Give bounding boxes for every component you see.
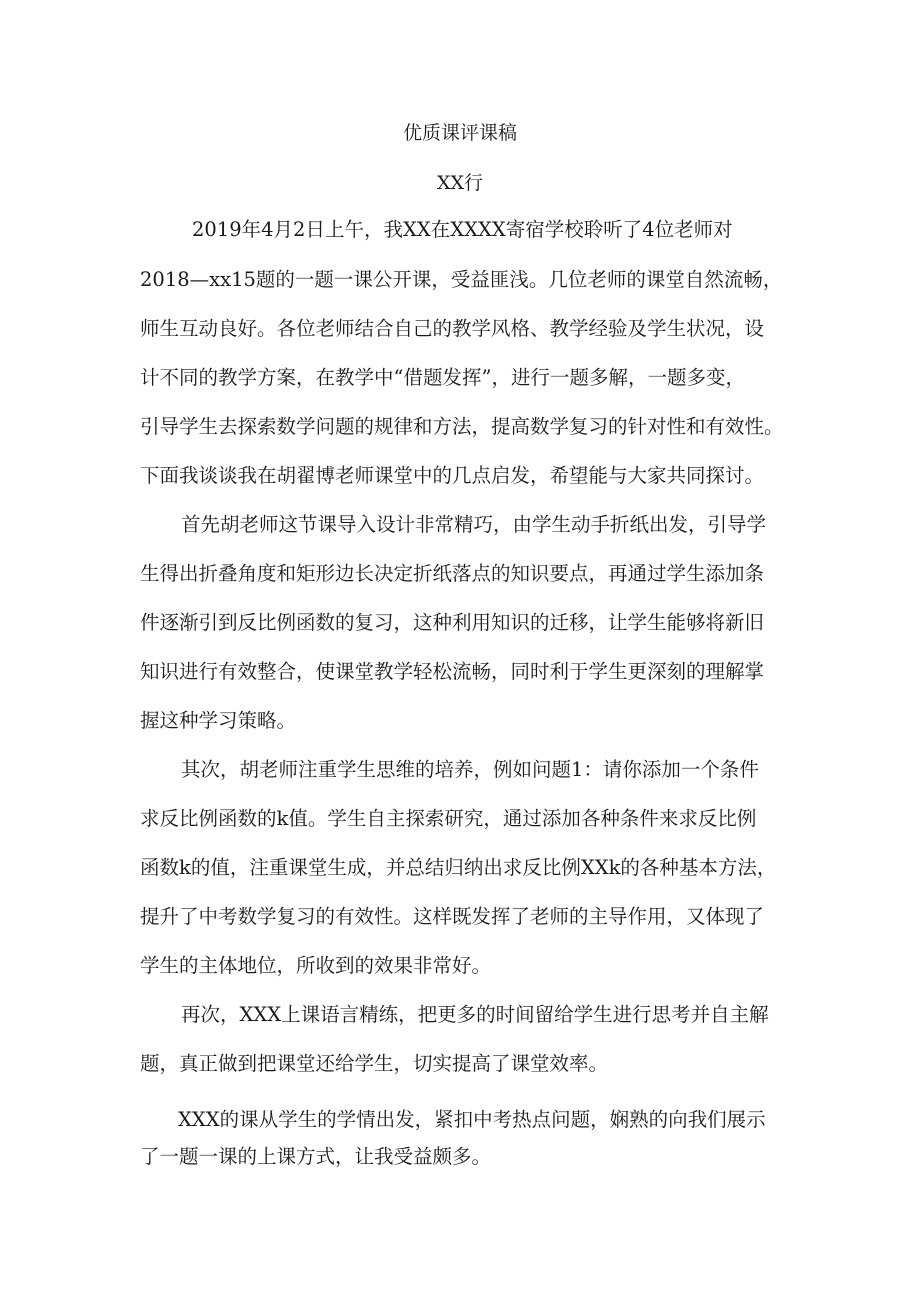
paragraph-4-line-2: 题，真正做到把课堂还给学生，切实提高了课堂效率。 <box>140 1052 609 1075</box>
paragraph-1-line-3: 师生互动良好。各位老师结合自己的教学风格、教学经验及学生状况，设 <box>140 317 765 340</box>
paragraph-2-line-5: 握这种学习策略。 <box>140 709 297 732</box>
paragraph-5-line-1: XXX的课从学生的学情出发，紧扣中考热点问题，娴熟的向我们展示 <box>178 1108 766 1131</box>
paragraph-1-line-5: 引导学生去探索数学问题的规律和方法，提高数学复习的针对性和有效性。 <box>140 415 784 438</box>
paragraph-2-line-2: 生得出折叠角度和矩形边长决定折纸落点的知识要点，再通过学生添加条 <box>140 562 765 585</box>
document-author: XX行 <box>436 172 484 194</box>
paragraph-3-line-5: 学生的主体地位，所收到的效果非常好。 <box>140 954 492 977</box>
paragraph-2-line-1: 首先胡老师这节课导入设计非常精巧，由学生动手折纸出发，引导学 <box>181 513 767 536</box>
paragraph-5-line-2: 了一题一课的上课方式，让我受益颇多。 <box>140 1145 492 1168</box>
paragraph-4-line-1: 再次，XXX上课语言精练，把更多的时间留给学生进行思考并自主解 <box>181 1003 769 1026</box>
paragraph-3-line-3: 函数k的值，注重课堂生成，并总结归纳出求反比例XXk的各种基本方法， <box>140 856 777 879</box>
paragraph-1-line-1: 2019年4月2日上午，我XX在XXXX寄宿学校聆听了4位老师对 <box>192 218 733 241</box>
paragraph-1-line-4: 计不同的教学方案，在教学中“借题发挥”，进行一题多解，一题多变， <box>140 366 745 389</box>
document-title: 优质课评课稿 <box>402 122 517 144</box>
paragraph-1-line-6: 下面我谈谈我在胡翟博老师课堂中的几点启发，希望能与大家共同探讨。 <box>140 464 765 487</box>
paragraph-3-line-4: 提升了中考数学复习的有效性。这样既发挥了老师的主导作用，又体现了 <box>140 905 765 928</box>
paragraph-2-line-3: 件逐渐引到反比例函数的复习，这种利用知识的迁移，让学生能够将新旧 <box>140 611 765 634</box>
paragraph-3-line-1: 其次，胡老师注重学生思维的培养，例如问题1：请你添加一个条件 <box>181 758 759 781</box>
paragraph-3-line-2: 求反比例函数的k值。学生自主探索研究，通过添加各种条件来求反比例 <box>140 807 757 830</box>
paragraph-1-line-2: 2018—xx15题的一题一课公开课，受益匪浅。几位老师的课堂自然流畅， <box>140 268 783 291</box>
paragraph-2-line-4: 知识进行有效整合，使课堂教学轻松流畅，同时利于学生更深刻的理解掌 <box>140 660 765 683</box>
